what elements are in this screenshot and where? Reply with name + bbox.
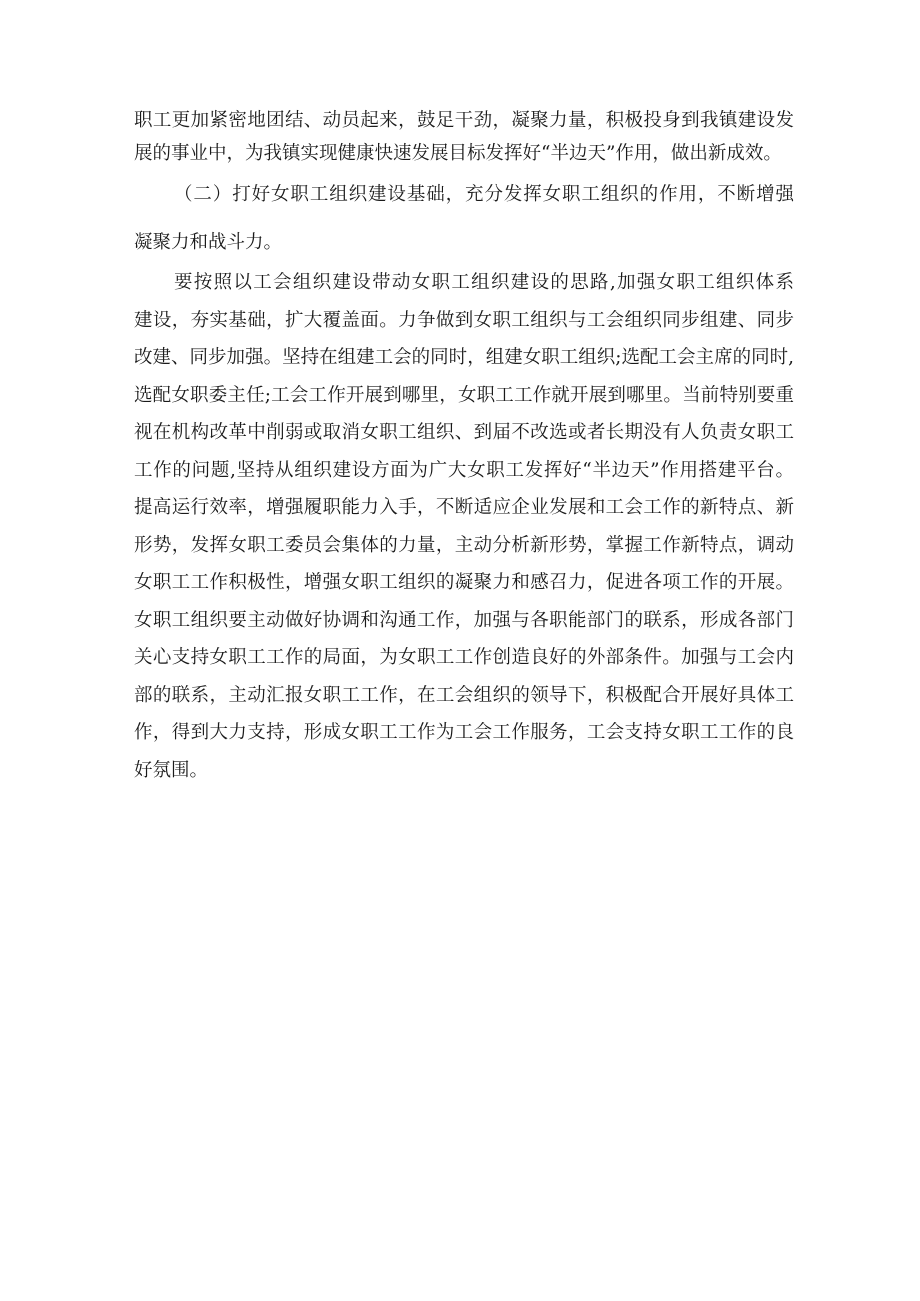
section-heading (134, 171, 794, 267)
paragraph-line: 好氛围。 (134, 759, 209, 781)
heading-line: 凝聚力和战斗力。 (134, 232, 283, 253)
body-paragraph (134, 264, 794, 789)
paragraph-line: 选配女职委主任;工会工作开展到哪里，女职工工作就开展到哪里。当前特别要重 (134, 384, 794, 406)
intro-paragraph (134, 104, 794, 170)
heading-line: （二）打好女职工组织建设基础，充分发挥女职工组织的作用，不断增强 (174, 184, 794, 205)
paragraph-line: 要按照以工会组织建设带动女职工组织建设的思路,加强女职工组织体系 (174, 272, 794, 293)
paragraph-line: 工作的问题,坚持从组织建设方面为广大女职工发挥好“半边天”作用搭建平台。 (134, 459, 794, 481)
paragraph-line: 部的联系，主动汇报女职工工作，在工会组织的领导下，积极配合开展好具体工 (134, 684, 794, 706)
paragraph-line: 女职工组织要主动做好协调和沟通工作，加强与各职能部门的联系，形成各部门 (134, 609, 794, 631)
paragraph-line: 视在机构改革中削弱或取消女职工组织、到届不改选或者长期没有人负责女职工 (134, 422, 794, 443)
paragraph-line: 关心支持女职工工作的局面，为女职工工作创造良好的外部条件。加强与工会内 (134, 647, 794, 668)
paragraph-line: 职工更加紧密地团结、动员起来，鼓足干劲，凝聚力量，积极投身到我镇建设发 (134, 110, 794, 131)
paragraph-line: 形势，发挥女职工委员会集体的力量，主动分析新形势，掌握工作新特点，调动 (134, 534, 794, 556)
paragraph-line: 展的事业中，为我镇实现健康快速发展目标发挥好“半边天”作用，做出新成效。 (134, 143, 782, 164)
paragraph-line: 女职工工作积极性，增强女职工组织的凝聚力和感召力，促进各项工作的开展。 (134, 572, 794, 593)
paragraph-line: 建设，夯实基础，扩大覆盖面。力争做到女职工组织与工会组织同步组建、同步 (134, 309, 794, 331)
paragraph-line: 提高运行效率，增强履职能力入手，不断适应企业发展和工会工作的新特点、新 (134, 497, 794, 518)
paragraph-line: 改建、同步加强。坚持在组建工会的同时，组建女职工组织;选配工会主席的同时, (134, 347, 794, 368)
paragraph-line: 作，得到大力支持，形成女职工工作为工会工作服务，工会支持女职工工作的良 (134, 722, 794, 743)
